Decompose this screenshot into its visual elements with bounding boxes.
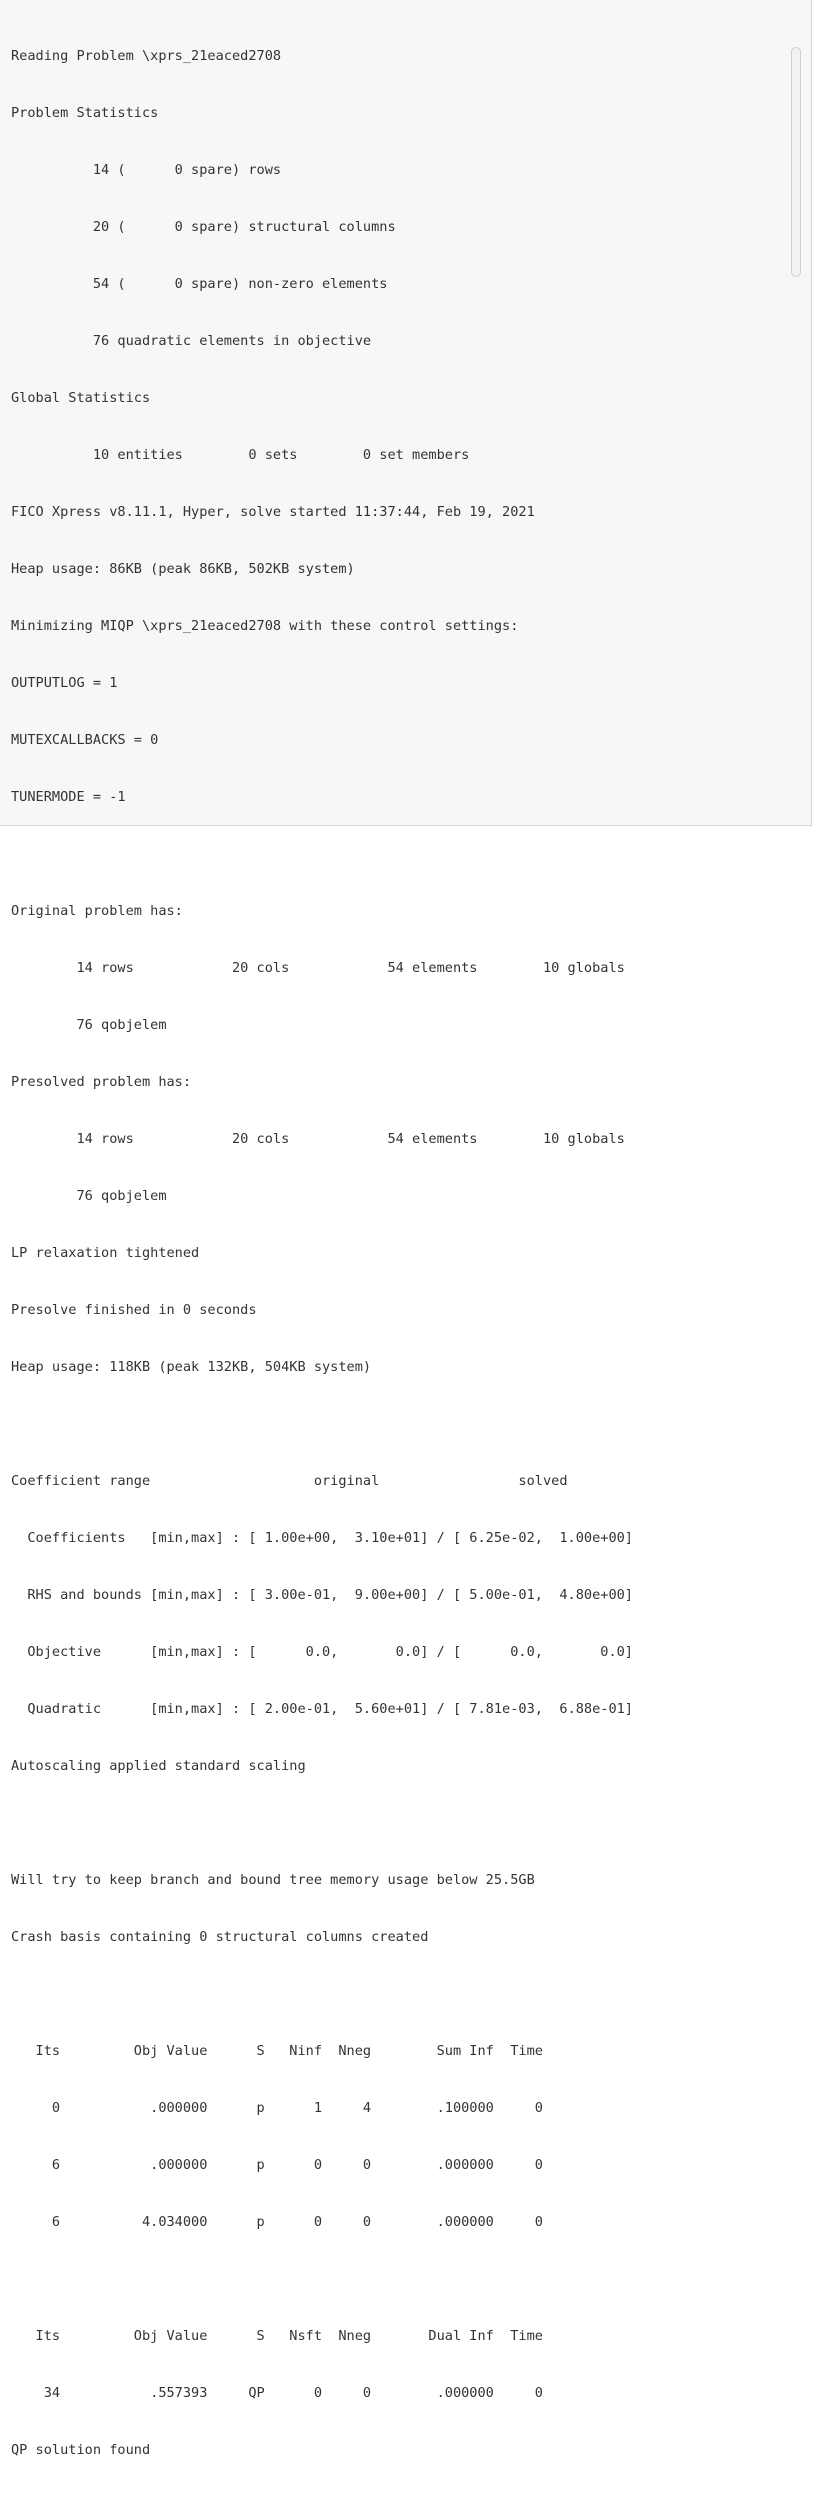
console-line: Original problem has: — [11, 903, 183, 919]
console-line: 76 qobjelem — [11, 1188, 167, 1204]
console-line: RHS and bounds [min,max] : [ 3.00e-01, 9.00e+00] / [ 5.00e-01, 4.80e+00] — [11, 1587, 633, 1603]
console-line: Presolve finished in 0 seconds — [11, 1302, 257, 1318]
console-line: 0 .000000 p 1 4 .100000 0 — [11, 2100, 543, 2116]
console-line: MUTEXCALLBACKS = 0 — [11, 732, 159, 748]
console-line: Its Obj Value S Ninf Nneg Sum Inf Time — [11, 2043, 543, 2059]
console-line: Heap usage: 118KB (peak 132KB, 504KB system) — [11, 1359, 372, 1375]
console-line: QP solution found — [11, 2442, 151, 2458]
console-line: 76 quadratic elements in objective — [11, 333, 372, 349]
console-line: Reading Problem \xprs_21eaced2708 — [11, 48, 282, 64]
console-line: 20 ( 0 spare) structural columns — [11, 219, 396, 235]
console-line: 10 entities 0 sets 0 set members — [11, 447, 470, 463]
console-line: 34 .557393 QP 0 0 .000000 0 — [11, 2385, 543, 2401]
console-line: Objective [min,max] : [ 0.0, 0.0] / [ 0.0, 0.0] — [11, 1644, 633, 1660]
console-line: Autoscaling applied standard scaling — [11, 1758, 306, 1774]
console-line: Quadratic [min,max] : [ 2.00e-01, 5.60e+01] / [ 7.81e-03, 6.88e-01] — [11, 1701, 633, 1717]
console-line: Heap usage: 86KB (peak 86KB, 502KB system) — [11, 561, 355, 577]
console-line: Its Obj Value S Nsft Nneg Dual Inf Time — [11, 2328, 543, 2344]
console-line: Crash basis containing 0 structural columns created — [11, 1929, 429, 1945]
console-line: 54 ( 0 spare) non-zero elements — [11, 276, 388, 292]
console-line: FICO Xpress v8.11.1, Hyper, solve started 11:37:44, Feb 19, 2021 — [11, 504, 535, 520]
console-line: Global Statistics — [11, 390, 151, 406]
console-line: Coefficient range original solved — [11, 1473, 568, 1489]
console-line: 14 ( 0 spare) rows — [11, 162, 282, 178]
console-line: LP relaxation tightened — [11, 1245, 200, 1261]
console-line — [11, 845, 633, 864]
console-line: 76 qobjelem — [11, 1017, 167, 1033]
console-line — [11, 1814, 633, 1833]
console-output — [11, 9, 633, 2498]
console-line: Problem Statistics — [11, 105, 159, 121]
console-line: Minimizing MIQP \xprs_21eaced2708 with these control settings: — [11, 618, 519, 634]
console-line: 6 .000000 p 0 0 .000000 0 — [11, 2157, 543, 2173]
console-line: OUTPUTLOG = 1 — [11, 675, 118, 691]
console-line: Will try to keep branch and bound tree memory usage below 25.5GB — [11, 1872, 535, 1888]
console-line — [11, 2270, 633, 2289]
console-line: 14 rows 20 cols 54 elements 10 globals — [11, 1131, 625, 1147]
console-line: Presolved problem has: — [11, 1074, 192, 1090]
console-line — [11, 1985, 633, 2004]
console-line — [11, 1415, 633, 1434]
console-line: 14 rows 20 cols 54 elements 10 globals — [11, 960, 625, 976]
console-line: TUNERMODE = -1 — [11, 789, 126, 805]
vertical-scrollbar-thumb[interactable] — [791, 47, 801, 277]
console-line: Coefficients [min,max] : [ 1.00e+00, 3.10e+01] / [ 6.25e-02, 1.00e+00] — [11, 1530, 633, 1546]
console-line: 6 4.034000 p 0 0 .000000 0 — [11, 2214, 543, 2230]
